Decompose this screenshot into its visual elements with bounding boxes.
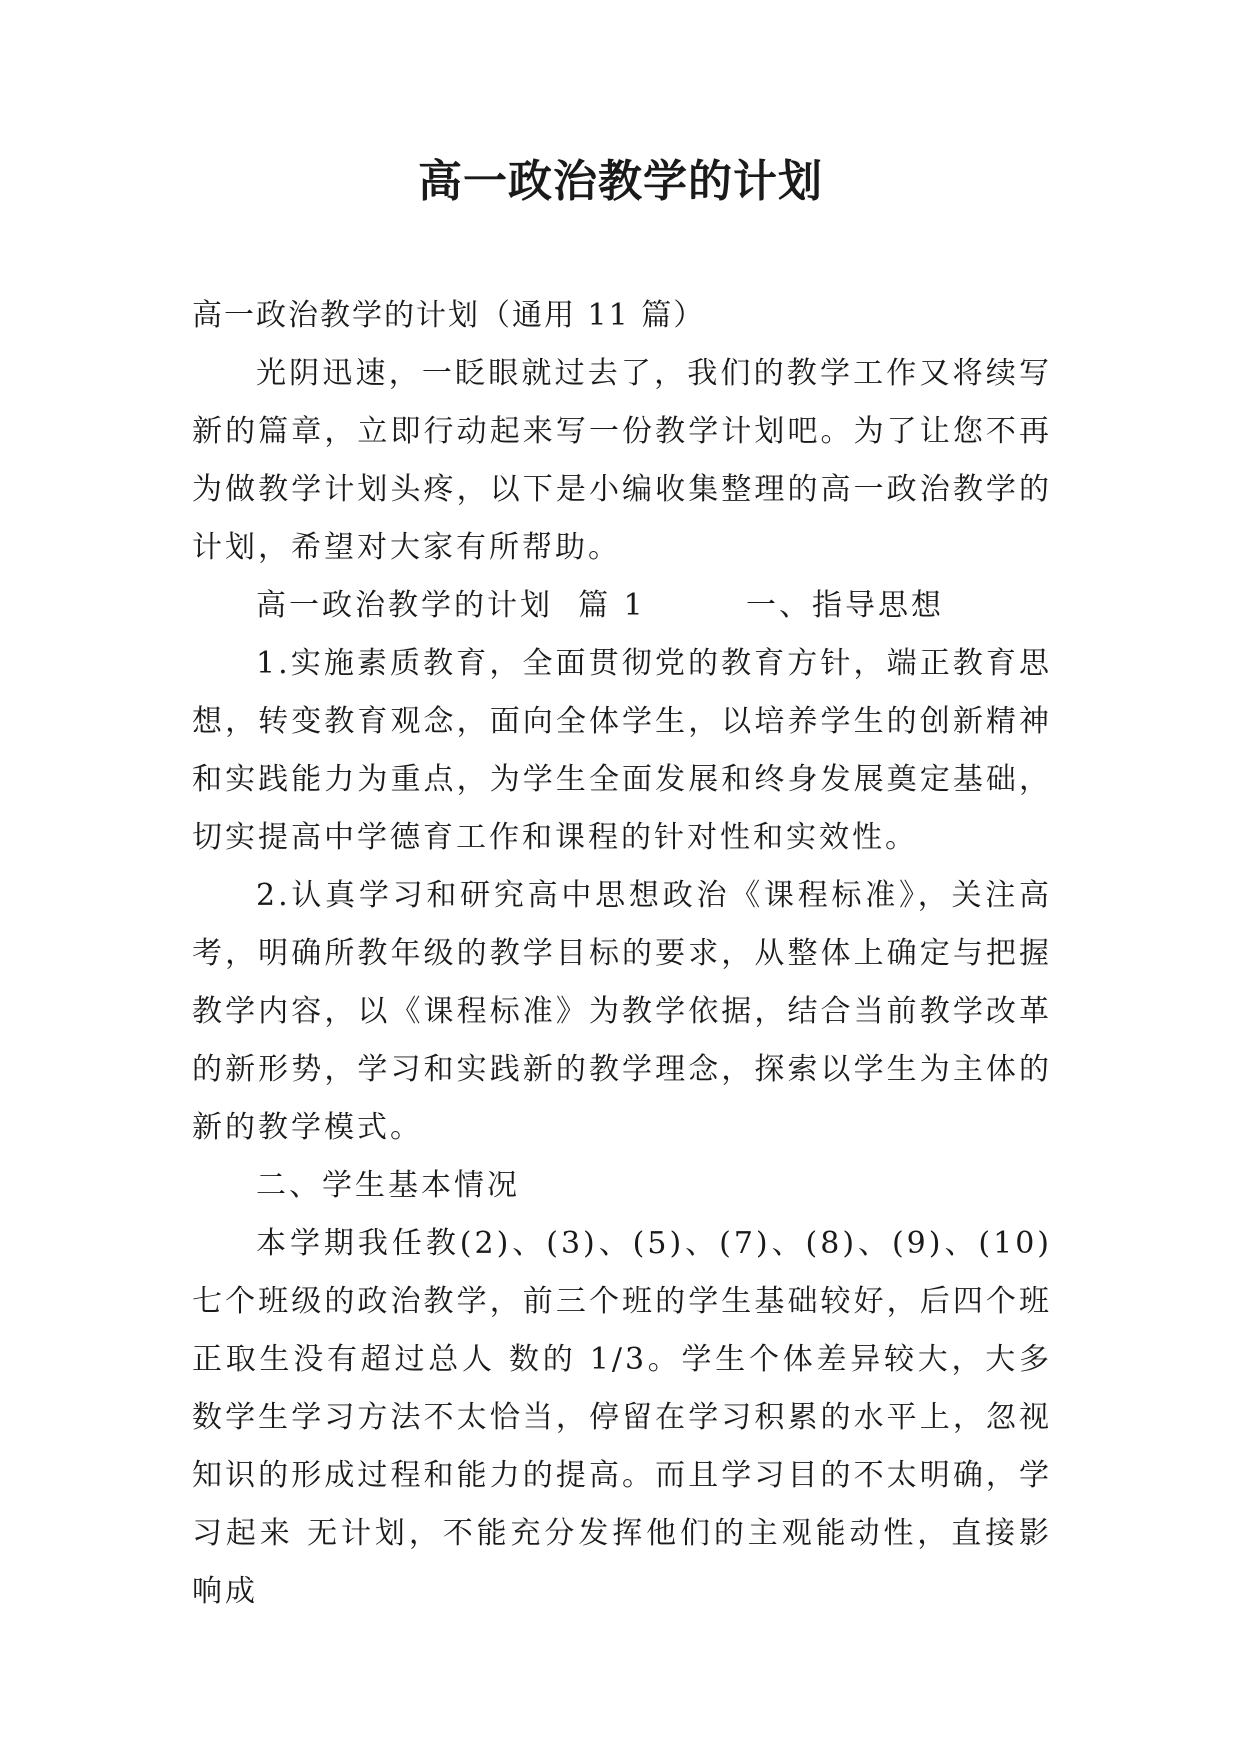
document-subtitle: 高一政治教学的计划（通用 11 篇） xyxy=(192,298,706,333)
guiding-point-2: 2.认真学习和研究高中思想政治《课程标准》，关注高考，明确所教年级的教学目标的要求，从整体上确定与把握教学内容，以《课程标准》为教学依据，结合当前教学改革的新形势，学习和实践新的教学理念，探索以学生为主体的新的教学模式。 xyxy=(192,878,1052,1145)
guiding-point-1: 1.实施素质教育，全面贯彻党的教育方针，端正教育思想，转变教育观念，面向全体学生，以培养学生的创新精神和实践能力为重点，为学生全面发展和终身发展奠定基础，切实提高中学德育工作和课程的针对性和实效性。 xyxy=(192,646,1052,855)
section-heading-part1: 高一政治教学的计划 篇 1 一、指导思想 xyxy=(256,588,944,623)
students-paragraph: 本学期我任教(2)、(3)、(5)、(7)、(8)、(9)、(10)七个班级的政治教学，前三个班的学生基础较好，后四个班正取生没有超过总人 数的 1/3。学生个体差异较大，大多数学生学习方法不太恰当，停留在学习积累的水平上，忽视知识的形成过程和能力的提高。而且学习目的不太明确，学习起来 无计划，不能充分发挥他们的主观能动性，直接影响成 xyxy=(192,1226,1052,1609)
document-body xyxy=(192,287,1052,1621)
intro-paragraph: 光阴迅速，一眨眼就过去了，我们的教学工作又将续写新的篇章，立即行动起来写一份教学计划吧。为了让您不再为做教学计划头疼，以下是小编收集整理的高一政治教学的计划，希望对大家有所帮助。 xyxy=(192,356,1052,565)
section-heading-students: 二、学生基本情况 xyxy=(256,1168,520,1203)
document-title: 高一政治教学的计划 xyxy=(418,156,823,207)
